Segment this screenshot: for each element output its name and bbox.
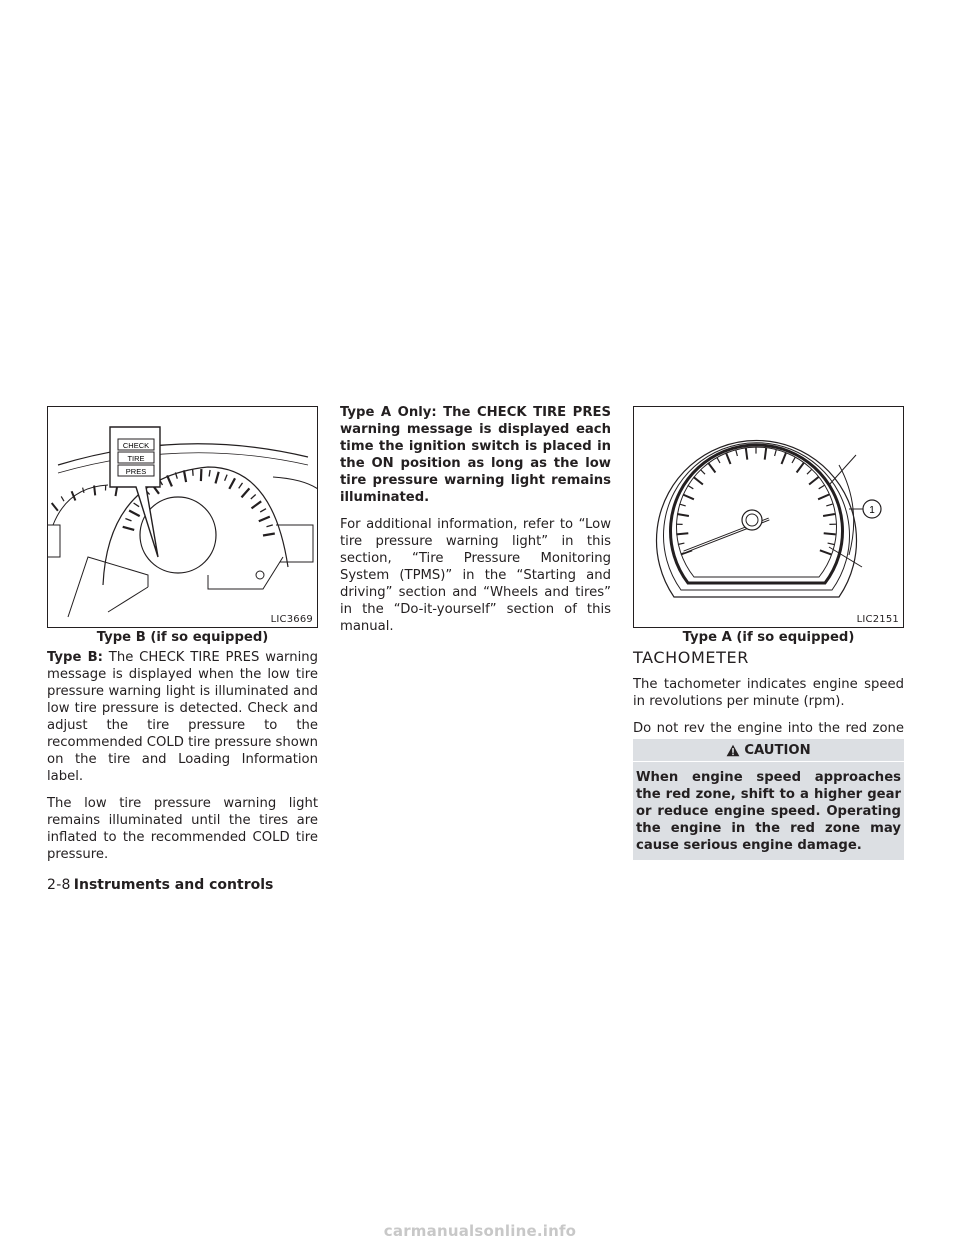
callout-pres: PRES <box>125 467 147 476</box>
gauge-tick <box>229 478 235 489</box>
gauge-tick <box>819 485 825 488</box>
gauge-tick <box>129 511 140 517</box>
figure-caption-left: Type B (if so equipped) <box>96 630 269 645</box>
gauge-tick <box>717 457 720 463</box>
gauge-tick <box>782 453 787 464</box>
gauge-tick <box>94 486 95 496</box>
gauge-tick <box>679 504 685 506</box>
gauge-tick <box>83 488 84 493</box>
gauge-tick <box>52 503 58 511</box>
gauge-tick <box>123 527 135 530</box>
gauge-tick <box>193 469 194 476</box>
caution-box <box>633 739 904 860</box>
warning-light-paragraph: The low tire pressure warning light remains illuminated until the tires are inflated to the recommended COLD tire pressure. <box>47 796 318 862</box>
gauge-tick <box>694 477 703 485</box>
type-a-only-paragraph: Type A Only: The CHECK TIRE PRES warning message is displayed each time the ignition switch is placed in the ON position as long as the low tire pressure warning light remains illuminated. <box>340 405 611 505</box>
gauge-tick <box>775 450 777 456</box>
gauge-tick <box>746 448 748 460</box>
gauge-tick <box>239 483 243 489</box>
red-zone-text: Do not rev the engine into the red zone <box>633 721 904 736</box>
gauge-tick <box>820 550 831 554</box>
gauge-tick <box>259 517 270 522</box>
gauge-tick <box>824 533 836 534</box>
figure-code: LIC3669 <box>270 614 313 625</box>
gauge-tick <box>683 495 694 500</box>
gauge-tick <box>263 534 275 536</box>
gauge-tick <box>125 519 131 521</box>
additional-info-paragraph: For additional information, refer to “Low tire pressure warning light” in this section, “Tire Pressure Monitoring System (TPMS)” in the “Starting and driving” section and “Wheels and tires” in the “Do-it-yourself” section of this manual. <box>340 517 611 634</box>
gauge-tick <box>252 501 262 508</box>
caution-text: When engine speed approaches the red zone, shift to a higher gear or reduce engine speed. Operating the engine in the red zone may cause serious engine damage. <box>633 761 904 860</box>
type-b-lead: Type B: <box>47 650 103 665</box>
gauge-tick <box>167 475 172 486</box>
gauge-tick <box>61 496 64 501</box>
gauge-tick <box>209 470 210 477</box>
gauge-tick <box>260 509 266 512</box>
gauge-tick <box>792 457 795 463</box>
watermark: carmanualsonline.info <box>383 1222 577 1240</box>
caution-header <box>633 739 904 761</box>
gauge-tick <box>826 504 832 506</box>
type-b-paragraph <box>47 649 318 785</box>
warning-triangle-icon <box>726 744 740 757</box>
gauge-tick <box>807 470 812 475</box>
figure-type-b-cluster <box>47 406 318 628</box>
middle-column <box>340 404 611 645</box>
section-name: Instruments and controls <box>73 877 274 893</box>
gauge-tick <box>688 485 694 488</box>
gauge-tick <box>242 488 250 497</box>
callout-number: 1 <box>869 505 875 516</box>
type-b-text: The CHECK TIRE PRES warning message is displayed when the low tire pressure warning light is illuminated and low tire pressure is detected. Check and adjust the tire pressure to the recommended COLD tire pressure shown on the tire and Loading Information label. <box>47 650 318 784</box>
gauge-tick <box>700 470 705 475</box>
gauge-tick <box>201 469 202 481</box>
figure-code: LIC2151 <box>856 614 899 625</box>
caution-label: CAUTION <box>744 742 811 758</box>
cluster-illustration <box>48 407 318 628</box>
gauge-tick <box>818 495 829 500</box>
figure-type-a-tachometer <box>633 406 904 628</box>
gauge-tick <box>677 514 689 516</box>
gauge-tick <box>225 475 228 481</box>
gauge-tick <box>216 472 219 484</box>
gauge-tick <box>251 495 256 500</box>
gauge-tick <box>708 463 715 473</box>
page-footer <box>47 877 273 893</box>
section-title-tachometer: TACHOMETER <box>633 648 749 667</box>
figure-caption-right: Type A (if so equipped) <box>682 630 855 645</box>
left-column <box>47 649 318 873</box>
page-number: 2-8 <box>47 877 71 893</box>
gauge-tick <box>678 543 685 544</box>
gauge-tick <box>809 477 818 485</box>
callout-tire: TIRE <box>127 454 145 463</box>
gauge-tick <box>823 514 835 516</box>
gauge-tick <box>134 503 140 507</box>
gauge-tick <box>676 533 688 534</box>
gauge-tick <box>726 453 731 464</box>
callout-check: CHECK <box>122 441 150 450</box>
tachometer-illustration <box>634 407 904 628</box>
gauge-tick <box>797 463 804 473</box>
gauge-tick <box>828 543 835 544</box>
gauge-tick <box>736 450 738 456</box>
gauge-tick <box>765 448 767 460</box>
gauge-tick <box>267 525 273 527</box>
gauge-tick <box>184 470 186 482</box>
tachometer-description: The tachometer indicates engine speed in revolutions per minute (rpm). <box>633 677 904 709</box>
